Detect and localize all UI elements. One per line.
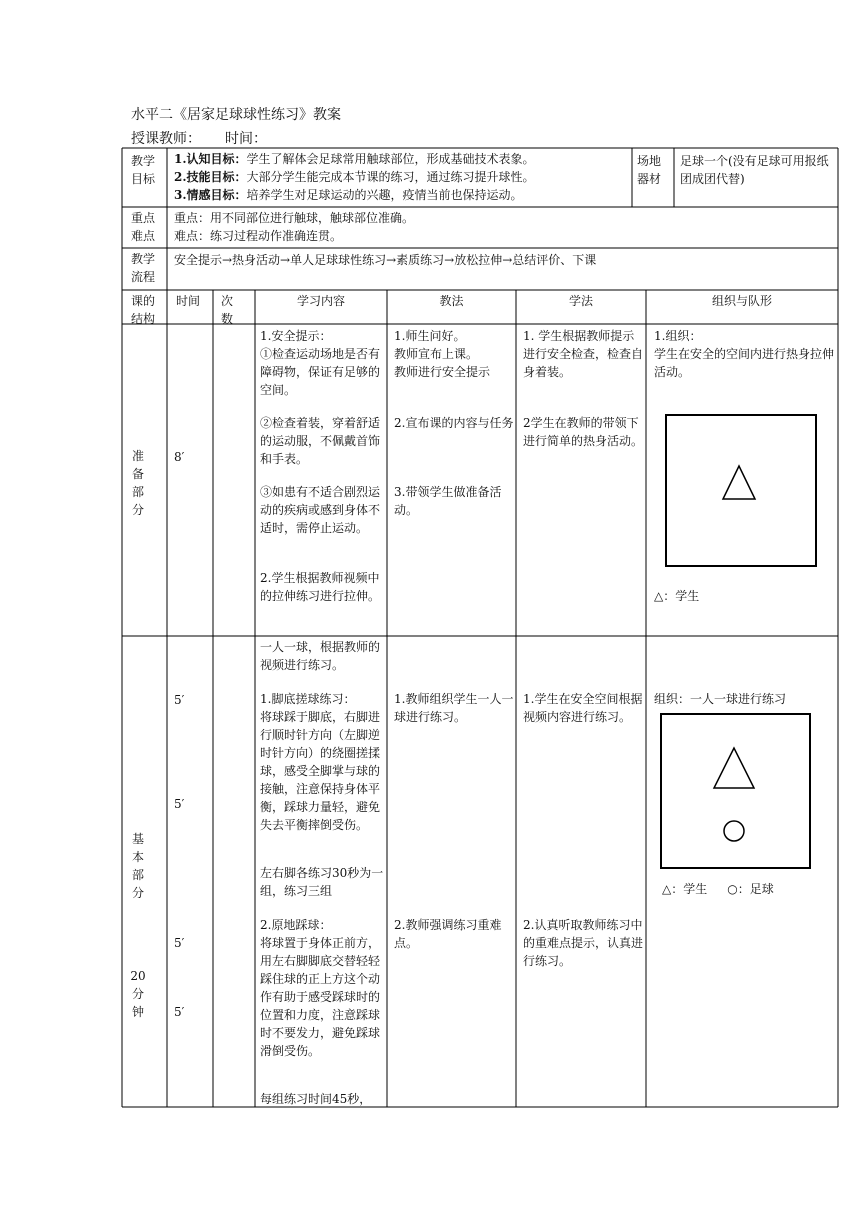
basic-time-3: 5′ [174,936,185,950]
time-label: 时间： [225,131,267,147]
basic-legend [662,880,832,898]
prep-time: 8′ [174,450,185,464]
objectives-label: 教学 目标 [131,154,156,186]
basic-content-duration: 每组练习时间45秒， [260,1092,372,1106]
basic-content-sets: 左右脚各练习30秒为一组，练习三组 [260,866,384,898]
prep-legend: △：学生 [654,589,700,603]
col-organization: 组织与队形 [711,294,772,308]
basic-content-intro: 一人一球，根据教师的视频进行练习。 [260,640,381,672]
col-learning: 学法 [568,294,593,308]
prep-teaching-announce: 2.宣布课的内容与任务 [394,416,514,430]
basic-section-time: 20 分 钟 [130,969,146,1019]
objective-cognitive: 1.认知目标：学生了解体会足球常用触球部位，形成基础技术表象。 [174,152,535,166]
basic-section-label: 基 本 部 分 [131,832,144,900]
basic-time-1: 5′ [174,693,185,707]
col-time: 时间 [176,294,201,308]
prep-organization: 1.组织： 学生在安全的空间内进行热身拉伸活动。 [654,329,835,379]
basic-teaching-organize: 1.教师组织学生一人一球进行练习。 [394,692,514,724]
keypoint-key: 重点：用不同部位进行触球，触球部位准确。 [174,211,415,225]
basic-teaching-emphasis: 2.教师强调练习重难点。 [394,918,502,950]
basic-content-step-ball: 2.原地踩球： 将球置于身体正前方，用左右脚脚底交替轻轻踩住球的正上方这个动作有助于感受踩球时的位置和力度，注意踩球时不要发力，避免踩球滑倒受伤。 [260,918,381,1058]
basic-learning-listen: 2.认真听取教师练习中的重难点提示，认真进行练习。 [523,918,644,968]
objectives-list [174,150,630,204]
col-count: 次 数 [221,294,234,326]
basic-learning-practice: 1.学生在安全空间根据视频内容进行练习。 [523,692,643,724]
prep-student-triangle-icon [723,466,755,499]
basic-content-sole-roll: 1.脚底搓球练习： 将球踩于脚底，右脚进行顺时针方向（左脚逆时针方向）的绕圈搓揉球，感受全脚掌与球的接触，注意保持身体平衡，踩球力量轻，避免失去平衡摔倒受伤。 [260,692,381,832]
basic-ball-circle-icon [724,821,744,841]
flow-text: 安全提示→热身活动→单人足球球性练习→素质练习→放松拉伸→总结评价、下课 [174,253,597,267]
prep-field-square [666,415,816,566]
prep-teaching-warmup: 3.带领学生做准备活动。 [394,485,502,517]
prep-learning-check: 1. 学生根据教师提示进行安全检查，检查自身着装。 [523,329,644,379]
prep-content-clothing: ②检查着装，穿着舒适的运动服，不佩戴首饰和手表。 [260,416,381,466]
venue-label: 场地 器材 [637,154,662,186]
basic-student-triangle-icon [714,748,754,788]
prep-content-health: ③如患有不适合剧烈运动的疾病或感到身体不适时，需停止运动。 [260,485,381,535]
prep-content-stretch: 2.学生根据教师视频中的拉伸练习进行拉伸。 [260,571,381,603]
document-title: 水平二《居家足球球性练习》教案 [131,107,341,123]
prep-section-label: 准 备 部 分 [131,449,144,517]
basic-time-2: 5′ [174,797,185,811]
basic-time-4: 5′ [174,1005,185,1019]
venue-text: 足球一个(没有足球可用报纸团成团代替) [680,154,829,186]
col-content: 学习内容 [296,294,345,308]
prep-learning-warmup: 2学生在教师的带领下进行简单的热身活动。 [523,416,644,448]
legend-student: △：学生 [662,882,708,896]
basic-organization: 组织：一人一球进行练习 [654,692,787,706]
flow-label: 教学 流程 [131,252,156,284]
keypoints-label: 重点 难点 [131,211,156,243]
prep-content-safety: 1.安全提示： ①检查运动场地是否有障碍物，保证有足够的空间。 [260,329,381,397]
teacher-label: 授课教师： [131,131,201,147]
legend-ball: ○：足球 [727,882,774,896]
objective-affective: 3.情感目标：培养学生对足球运动的兴趣，疫情当前也保持运动。 [174,188,523,202]
prep-teaching-greeting: 1.师生问好。 教师宣布上课。 教师进行安全提示 [394,329,491,379]
col-structure: 课的 结构 [131,294,156,326]
objective-skill: 2.技能目标：大部分学生能完成本节课的练习，通过练习提升球性。 [174,170,535,184]
basic-field-square [661,714,810,868]
keypoint-difficult: 难点：练习过程动作准确连贯。 [174,229,343,243]
col-teaching: 教法 [439,294,464,308]
